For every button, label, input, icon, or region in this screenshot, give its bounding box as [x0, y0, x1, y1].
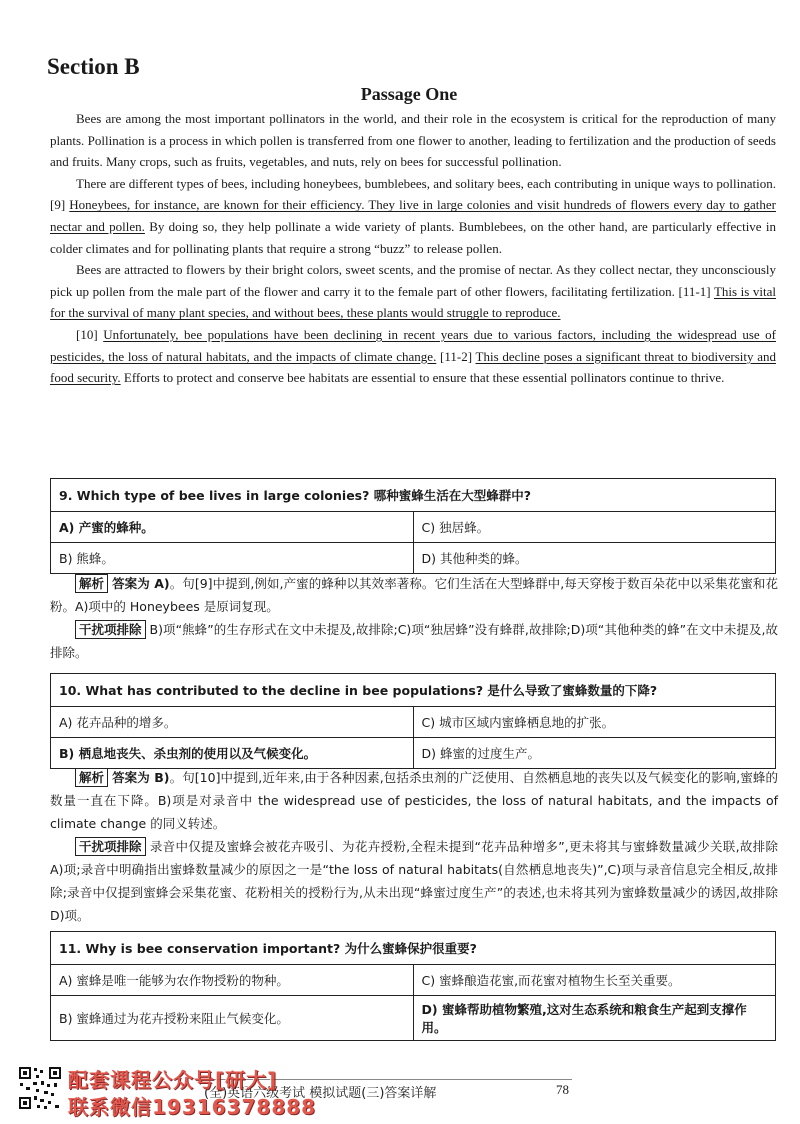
question-9-option-b: B) 熊蜂。 [51, 543, 414, 574]
paragraph-4-rest: Efforts to protect and conserve bee habitats are essential to ensure that these essential pollinators continue to thrive. [123, 370, 725, 386]
question-10-option-d: D) 蜂蜜的过度生产。 [413, 738, 776, 769]
question-10-option-a: A) 花卉品种的增多。 [51, 707, 414, 738]
question-11-option-b: B) 蜜蜂通过为花卉授粉来阻止气候变化。 [51, 996, 414, 1041]
section-title: Section B [47, 54, 140, 79]
explanation-9 [50, 572, 778, 664]
paragraph-2 [50, 173, 776, 259]
distractor-label: 干扰项排除 [75, 620, 146, 639]
question-11-option-a: A) 蜜蜂是唯一能够为农作物授粉的物种。 [51, 965, 414, 996]
analysis-text: 。句[9]中提到,例如,产蜜的蜂种以其效率著称。它们生活在大型蜂群中,每天穿梭于数百朵花中以采集花蜜和花粉。A)项中的 Honeybees 是原词复现。 [50, 576, 778, 614]
question-9-table [50, 478, 776, 574]
explanation-10 [50, 766, 778, 927]
watermark-line-1: 配套课程公众号[研大] [68, 1068, 278, 1092]
sentence-tag-11-2: [11-2] [440, 348, 473, 364]
qr-code-icon [18, 1066, 62, 1110]
page-number: 78 [556, 1082, 569, 1097]
underlined-sentence-11-1: This is vital for the survival of many plant species, and without bees, these plants would struggle to reproduce. [50, 283, 777, 321]
sentence-tag-10: [10] [76, 326, 98, 342]
answer-label: 答案为 B) [112, 770, 170, 785]
distractor-text: 录音中仅提及蜜蜂会被花卉吸引、为花卉授粉,全程未提到“花卉品种增多”,更未将其与蜜蜂数量减少关联,故排除 A)项;录音中明确指出蜜蜂数量减少的原因之一是“the loss of natural habitats(自然栖息地丧失)”,C)项与录音信息完全相反,故排除;录音中仅提到蜜蜂会采集花蜜、花粉相关的授粉行为,从未出现“蜂蜜过度生产”的表述,也未将其列为蜜蜂数量减少的诱因,故排除 D)项。 [50, 839, 778, 923]
question-11-text: 11. Why is bee conservation important? 为什么蜜蜂保护很重要? [51, 932, 776, 965]
paragraph-3 [50, 259, 776, 324]
paragraph-3-text: Bees are attracted to flowers by their bright colors, sweet scents, and the promise of nectar. As they collect nectar, they unconsciously pick up pollen from the male part of the flower and carry it to the female part of other flowers, facilitating fertilization. [50, 262, 776, 299]
explanation-10-analysis [50, 766, 778, 835]
paragraph-2-text: There are different types of bees, including honeybees, bumblebees, and solitary bees, each contributing in unique ways to pollination. [76, 175, 776, 191]
paragraph-4 [50, 324, 776, 389]
question-9-text: 9. Which type of bee lives in large colonies? 哪种蜜蜂生活在大型蜂群中? [51, 479, 776, 512]
explanation-9-analysis [50, 572, 778, 618]
sentence-tag-11-1: [11-1] [678, 283, 711, 299]
question-10-text: 10. What has contributed to the decline in bee populations? 是什么导致了蜜蜂数量的下降? [51, 674, 776, 707]
question-10-option-c: C) 城市区域内蜜蜂栖息地的扩张。 [413, 707, 776, 738]
analysis-label: 解析 [75, 574, 108, 593]
question-10-option-b: B) 栖息地丧失、杀虫剂的使用以及气候变化。 [51, 738, 414, 769]
question-9-option-a: A) 产蜜的蜂种。 [51, 512, 414, 543]
analysis-text: 。句[10]中提到,近年来,由于各种因素,包括杀虫剂的广泛使用、自然栖息地的丧失以及气候变化的影响,蜜蜂的数量一直在下降。B)项是对录音中 the widespread use of pesticides, the loss of natural habitats, and the impacts of climate change 的同义转述。 [50, 770, 778, 831]
underlined-sentence-9: Honeybees, for instance, are known for their efficiency. They live in large colonies and visit hundreds of flowers every day to gather nectar and pollen. [50, 197, 777, 234]
question-11-table [50, 931, 776, 1041]
distractor-text: B)项“熊蜂”的生存形式在文中未提及,故排除;C)项“独居蜂”没有蜂群,故排除;D)项“其他种类的蜂”在文中未提及,故排除。 [50, 622, 778, 660]
watermark-line-2: 联系微信19316378888 [68, 1095, 317, 1119]
answer-label: 答案为 A) [112, 576, 170, 591]
question-9-option-d: D) 其他种类的蜂。 [413, 543, 776, 574]
underlined-sentence-10: Unfortunately, bee populations have been declining in recent years due to various factors, including the widespread use of pesticides, the loss of natural habitats, and the impacts of climate change. [50, 326, 776, 364]
question-11-option-d: D) 蜜蜂帮助植物繁殖,这对生态系统和粮食生产起到支撑作用。 [413, 996, 776, 1041]
paragraph-1: Bees are among the most important pollinators in the world, and their role in the ecosystem is critical for the reproduction of many plants. Pollination is a process in which pollen is transferred from one flower to another, leading to fertilization and the production of seeds and fruits. Many crops, such as fruits, vegetables, and nuts, rely on bees for successful pollination. [50, 111, 776, 170]
question-11-option-c: C) 蜜蜂酿造花蜜,而花蜜对植物生长至关重要。 [413, 965, 776, 996]
paragraph-2-rest: By doing so, they help pollinate a wide variety of plants. Bumblebees, on the other hand, are particularly effective in colder climates and for pollinating plants that require a strong “buzz” to release pollen. [50, 218, 776, 256]
footer-title: (全)英语六级考试 模拟试题(三)答案详解 [204, 1086, 437, 1101]
underlined-sentence-11-2: This decline poses a significant threat to biodiversity and food security. [50, 348, 777, 386]
passage-body [50, 108, 776, 389]
passage-title: Passage One [360, 84, 458, 104]
question-10-table [50, 673, 776, 769]
explanation-9-distractors [50, 618, 778, 664]
distractor-label: 干扰项排除 [75, 837, 146, 856]
sentence-tag-9: [9] [50, 197, 66, 213]
analysis-label: 解析 [75, 768, 108, 787]
question-9-option-c: C) 独居蜂。 [413, 512, 776, 543]
explanation-10-distractors [50, 835, 778, 927]
